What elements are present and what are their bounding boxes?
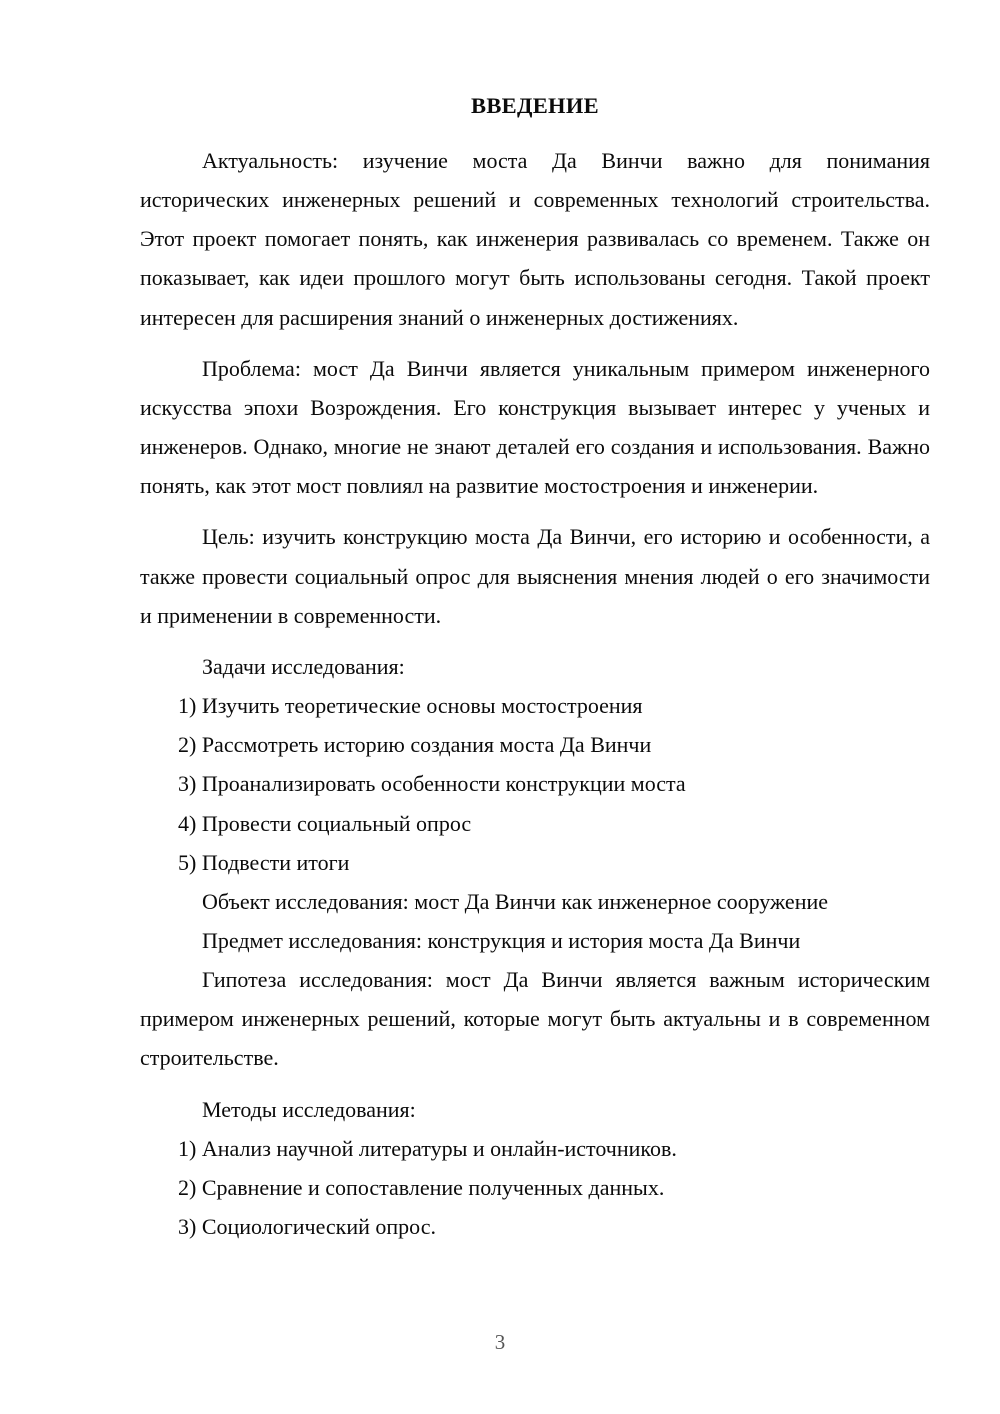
- page-number: 3: [494, 1330, 506, 1354]
- paragraph-hypothesis: Гипотеза исследования: мост Да Винчи является важным историческим примером инженерных решений, которые могут быть актуальны и в современном строительстве.: [140, 967, 930, 1071]
- list-item: 3) Социологический опрос.: [178, 1214, 436, 1240]
- paragraph-spacer: [140, 639, 930, 647]
- list-item: 4) Провести социальный опрос: [178, 810, 472, 836]
- paragraph-spacer: [140, 341, 930, 349]
- paragraph-goal: Цель: изучить конструкцию моста Да Винчи, его историю и особенности, а также провести социальный опрос для выяснения мнения людей о его значимости и применении в современности.: [140, 524, 930, 628]
- paragraph-object: Объект исследования: мост Да Винчи как инженерное сооружение: [202, 888, 829, 914]
- paragraph-subject: Предмет исследования: конструкция и история моста Да Винчи: [202, 927, 801, 953]
- paragraph-spacer: [140, 1082, 930, 1090]
- methods-heading: Методы исследования:: [202, 1096, 416, 1122]
- tasks-heading: Задачи исследования:: [202, 653, 405, 679]
- page-content: [140, 92, 930, 1246]
- list-item: 2) Сравнение и сопоставление полученных данных.: [178, 1174, 665, 1200]
- list-item: 2) Рассмотреть историю создания моста Да Винчи: [178, 732, 652, 758]
- list-item: 5) Подвести итоги: [178, 849, 350, 875]
- tasks-list: [140, 686, 930, 882]
- list-item: 1) Изучить теоретические основы мостостроения: [178, 693, 643, 719]
- page-title: ВВЕДЕНИЕ: [471, 93, 599, 118]
- paragraph-spacer: [140, 509, 930, 517]
- paragraph-problem: Проблема: мост Да Винчи является уникальным примером инженерного искусства эпохи Возрождения. Его конструкция вызывает интерес у ученых и инженеров. Однако, многие не знают деталей его создания и использования. Важно понять, как этот мост повлиял на развитие мостостроения и инженерии.: [140, 355, 930, 499]
- list-item: 1) Анализ научной литературы и онлайн-источников.: [178, 1135, 677, 1161]
- methods-list: [140, 1129, 930, 1246]
- list-item: 3) Проанализировать особенности конструкции моста: [178, 771, 686, 797]
- paragraph-relevance: Актуальность: изучение моста Да Винчи важно для понимания исторических инженерных решений и современных технологий строительства. Этот проект помогает понять, как инженерия развивалась со временем. Также он показывает, как идеи прошлого могут быть использованы сегодня. Такой проект интересен для расширения знаний о инженерных достижениях.: [140, 148, 930, 330]
